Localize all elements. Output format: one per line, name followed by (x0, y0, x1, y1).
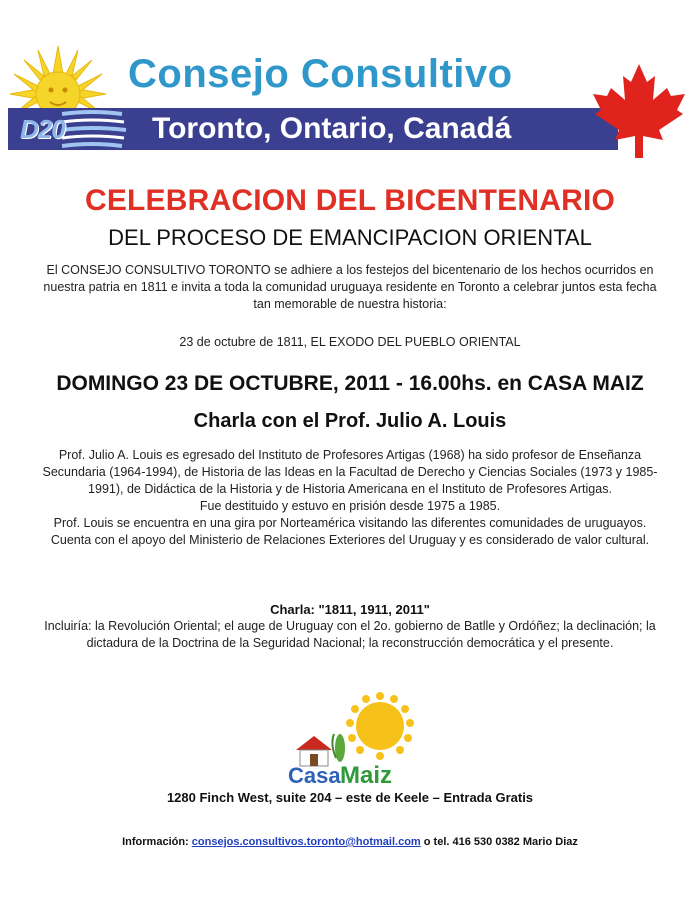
logo-word-casa: Casa (288, 763, 341, 788)
intro-paragraph: El CONSEJO CONSULTIVO TORONTO se adhiere a los festejos del bicentenario de los hechos ocurridos en nuestra patria en 1811 e invita a toda la comunidad uruguaya residente en Toronto a celebrar juntos esta fecha tan memorable de nuestra historia: (43, 263, 657, 311)
bio-paragraph-2: Fue destituido y estuvo en prisión desde 1975 a 1985. (199, 499, 501, 513)
info-label: Información: (122, 836, 189, 848)
banner-title: Consejo Consultivo (128, 52, 513, 96)
page-subtitle: DEL PROCESO DE EMANCIPACION ORIENTAL (108, 225, 592, 250)
page-title: CELEBRACION DEL BICENTENARIO (84, 184, 616, 217)
phone-text: o tel. 416 530 0382 Mario Diaz (423, 836, 578, 848)
bio-paragraph-3: Prof. Louis se encuentra en una gira por Norteamérica visitando las diferentes comunidades de uruguayos. Cuenta con el apoyo del Ministerio de Relaciones Exteriores del Uruguay y es considerado de valor cultural. (50, 516, 650, 547)
contact-info (0, 836, 700, 848)
d20-emblem: D20 (20, 114, 65, 144)
banner-band (8, 108, 618, 150)
historic-date-line: 23 de octubre de 1811, EL EXODO DEL PUEBLO ORIENTAL (179, 335, 521, 349)
band-location-text: Toronto, Ontario, Canadá (152, 112, 512, 145)
header-banner (0, 40, 700, 158)
logo-corn-icon (332, 734, 345, 762)
logo-word-maiz: Maiz (340, 762, 393, 789)
logo-house-icon (296, 736, 332, 766)
charla-title: Charla: "1811, 1911, 2011" (270, 602, 430, 617)
talk-heading: Charla con el Prof. Julio A. Louis (193, 410, 507, 432)
charla-description: Incluiría: la Revolución Oriental; el auge de Uruguay con el 2o. gobierno de Batlle y Ordóñez; la declinación; la dictadura de la Doctrina de la Seguridad Nacional; la reconstrucción democrática y el presente. (44, 619, 656, 650)
casa-maiz-logo (282, 690, 422, 790)
event-date: DOMINGO 23 DE OCTUBRE, 2011 - 16.00hs. en CASA MAIZ (56, 372, 644, 395)
email-link[interactable]: consejos.consultivos.toronto@hotmail.com (191, 836, 421, 848)
maple-leaf-icon (585, 60, 693, 160)
logo-sun-icon (346, 692, 414, 760)
event-address: 1280 Finch West, suite 204 – este de Keele – Entrada Gratis (166, 790, 534, 805)
bio-paragraph-1: Prof. Julio A. Louis es egresado del Instituto de Profesores Artigas (1968) ha sido profesor de Enseñanza Secundaria (1964-1994), de Historia de las Ideas en la Facultad de Derecho y Ciencias Sociales (1973 y 1985-1991), de Didáctica de la Historia y de Historia Americana en el Instituto de Profesores Artigas. (42, 448, 658, 496)
speaker-bio (38, 447, 662, 549)
